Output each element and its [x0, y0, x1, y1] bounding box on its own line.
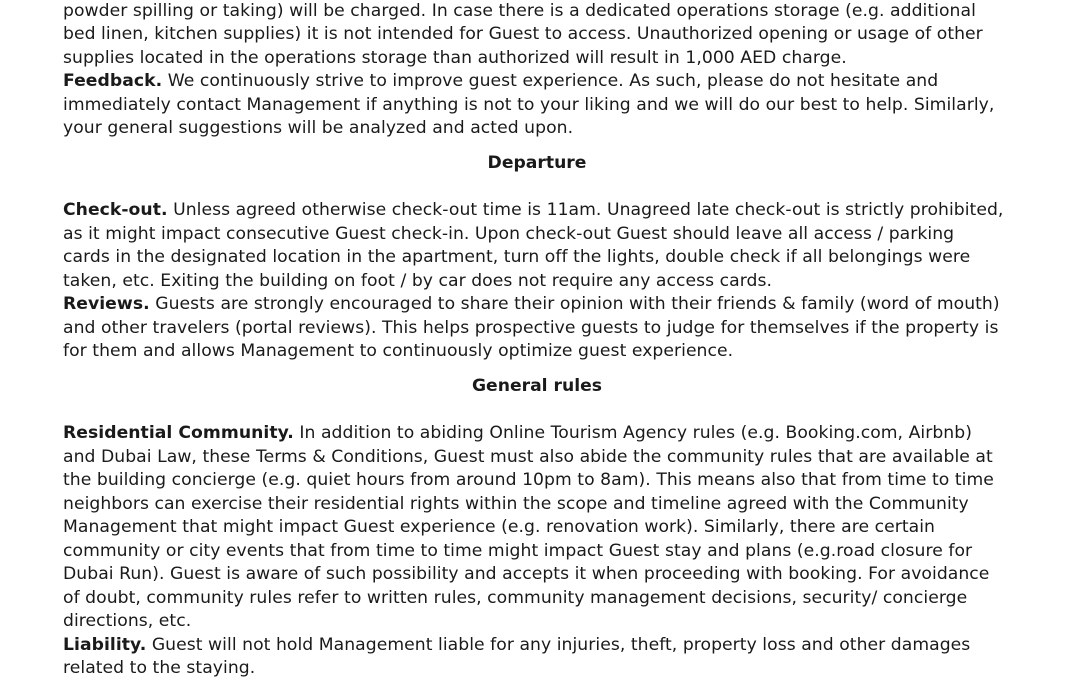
- paragraph-text: powder spilling or taking) will be charged. In case there is a dedicated operations storage (e.g. additional bed linen, kitchen supplies) it is not intended for Guest to access. Unauthorized opening or usage of other supplies located in the operations storage than authorized will result in 1,000 AED charge.: [63, 0, 983, 68]
- paragraph-liability: [63, 634, 1005, 681]
- paragraph-lead: Reviews.: [63, 294, 150, 314]
- paragraph-feedback: [63, 70, 1005, 141]
- paragraph-lead: Check-out.: [63, 200, 168, 220]
- paragraph-text: Unless agreed otherwise check-out time is 11am. Unagreed late check-out is strictly prohibited, as it might impact consecutive Guest check-in. Upon check-out Guest should leave all access / parking cards in the designated location in the apartment, turn off the lights, double check if all belongings were taken, etc. Exiting the building on foot / by car does not require any access cards.: [63, 200, 1004, 291]
- paragraph-text: Guest will not hold Management liable for any injuries, theft, property loss and other damages related to the staying.: [63, 634, 971, 678]
- paragraph-lead: Feedback.: [63, 71, 163, 91]
- paragraph-reviews: [63, 293, 1005, 364]
- paragraph-lead: Residential Community.: [63, 423, 294, 443]
- paragraph-text: In addition to abiding Online Tourism Agency rules (e.g. Booking.com, Airbnb) and Dubai Law, these Terms & Conditions, Guest must also abide the community rules that are available at the building concierge (e.g. quiet hours from around 10pm to 8am). This means also that from time to time neighbors can exercise their residential rights within the scope and timeline agreed with the Community Management that might impact Guest experience (e.g. renovation work). Similarly, there are certain community or city events that from time to time might impact Guest stay and plans (e.g.road closure for Dubai Run). Guest is aware of such possibility and accepts it when proceeding with booking. For avoidance of doubt, community rules refer to written rules, community management decisions, security/ concierge directions, etc.: [63, 423, 994, 631]
- section-heading-general-rules: General rules: [471, 375, 603, 396]
- paragraph-supplies: [63, 0, 1005, 70]
- paragraph-text: Guests are strongly encouraged to share their opinion with their friends & family (word of mouth) and other travelers (portal reviews). This helps prospective guests to judge for themselves if the property is for them and allows Management to continuously optimize guest experience.: [63, 294, 1000, 361]
- document-page: [63, 0, 1005, 681]
- section-heading-departure: Departure: [487, 152, 587, 173]
- paragraph-check-out: [63, 199, 1005, 293]
- paragraph-lead: Liability.: [63, 634, 147, 655]
- paragraph-text: We continuously strive to improve guest experience. As such, please do not hesitate and immediately contact Management if anything is not to your liking and we will do our best to help. Similarly, your general suggestions will be analyzed and acted upon.: [63, 71, 995, 138]
- paragraph-residential-community: [63, 422, 1005, 634]
